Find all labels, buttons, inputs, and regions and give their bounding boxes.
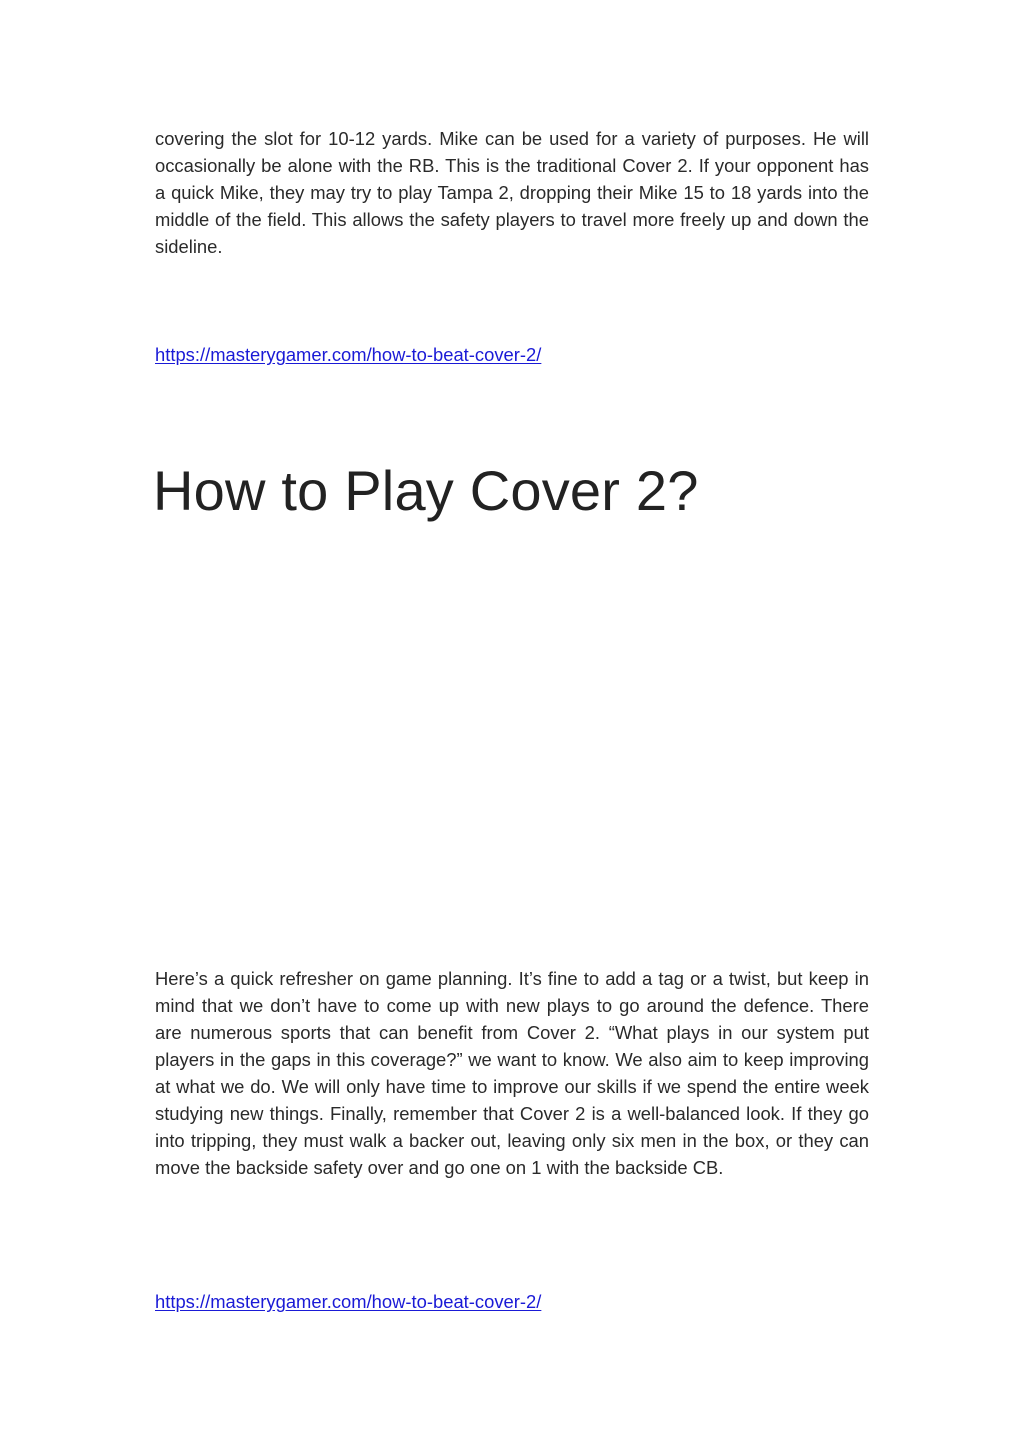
body-paragraph-coverage: covering the slot for 10-12 yards. Mike can be used for a variety of purposes. He will occasionally be alone with the RB. This is the traditional Cover 2. If your opponent has a quick Mike, they may try to play Tampa 2, dropping their Mike 15 to 18 yards into the middle of the field. This allows the safety players to travel more freely up and down the sideline. <box>155 128 869 257</box>
source-link-bottom[interactable]: https://masterygamer.com/how-to-beat-cover-2/ <box>155 1291 542 1312</box>
section-heading: How to Play Cover 2? <box>153 459 699 522</box>
source-link-top[interactable]: https://masterygamer.com/how-to-beat-cover-2/ <box>155 344 542 365</box>
body-paragraph-game-planning: Here’s a quick refresher on game planning. It’s fine to add a tag or a twist, but keep in mind that we don’t have to come up with new plays to go around the defence. There are numerous sports that can benefit from Cover 2. “What plays in our system put players in the gaps in this coverage?” we want to know. We also aim to keep improving at what we do. We will only have time to improve our skills if we spend the entire week studying new things. Finally, remember that Cover 2 is a well-balanced look. If they go into tripping, they must walk a backer out, leaving only six men in the box, or they can move the backside safety over and go one on 1 with the backside CB. <box>155 968 869 1178</box>
